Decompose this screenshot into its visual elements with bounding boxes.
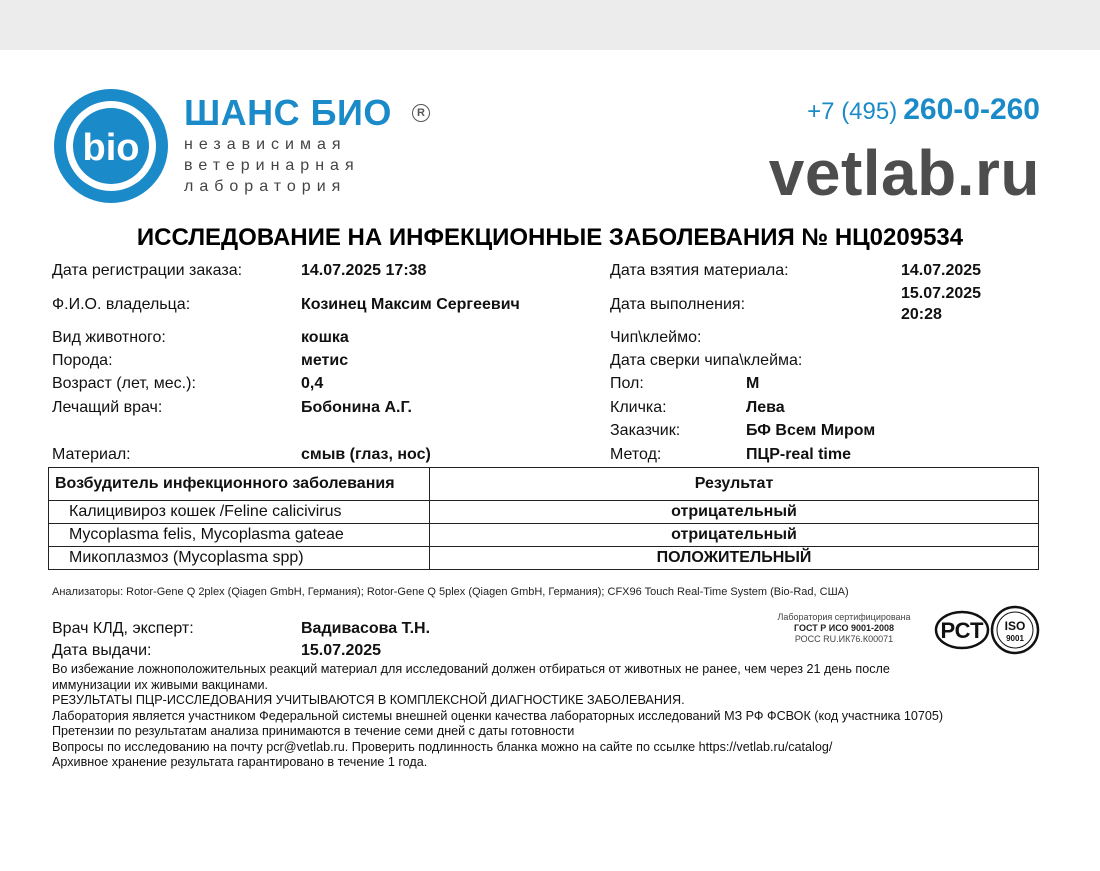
sample-date-label: Дата взятия материала: <box>610 262 789 279</box>
iso-mark-icon <box>990 605 1040 655</box>
table-row <box>49 524 1039 547</box>
method-value: ПЦР-real time <box>746 446 851 463</box>
chip-check-label: Дата сверки чипа\клейма: <box>610 352 803 369</box>
cert-line-3: РОСС RU.ИК76.К00071 <box>794 634 894 644</box>
brand-name: ШАНС БИО <box>184 92 392 133</box>
result-cell: отрицательный <box>430 524 1039 547</box>
note-line: РЕЗУЛЬТАТЫ ПЦР-ИССЛЕДОВАНИЯ УЧИТЫВАЮТСЯ В КОМПЛЕКСНОЙ ДИАГНОСТИКЕ ЗАБОЛЕВАНИЯ. <box>52 693 685 707</box>
table-row <box>49 501 1039 524</box>
issue-date-label: Дата выдачи: <box>52 642 152 659</box>
analyzers-note: Анализаторы: Rotor-Gene Q 2plex (Qiagen GmbH, Германия); Rotor-Gene Q 5plex (Qiagen GmbH, Германия); CFX96 Touch Real-Time System (Bio-Rad, США) <box>52 586 849 598</box>
age-label: Возраст (лет, мес.): <box>52 375 196 392</box>
cert-line-2: ГОСТ Р ИСО 9001-2008 <box>793 623 895 633</box>
doctor-label: Лечащий врач: <box>52 399 163 416</box>
pct-mark-icon <box>934 610 990 650</box>
age-value: 0,4 <box>301 375 324 392</box>
result-column-header: Результат <box>430 468 1039 501</box>
done-date-value: 15.07.2025 <box>901 285 982 302</box>
issue-date-value: 15.07.2025 <box>301 642 382 659</box>
results-table <box>48 467 1039 570</box>
sex-label: Пол: <box>610 375 644 392</box>
notes-block <box>52 662 1052 771</box>
note-line: Архивное хранение результата гарантировано в течение 1 года. <box>52 755 428 769</box>
phone-main: 260-0-260 <box>903 93 1040 126</box>
expert-label: Врач КЛД, эксперт: <box>52 620 194 637</box>
name-label: Кличка: <box>610 399 667 416</box>
sex-value: М <box>746 375 760 392</box>
breed-value: метис <box>301 352 349 369</box>
animal-label: Вид животного: <box>52 329 166 346</box>
sample-date-value: 14.07.2025 <box>901 262 982 279</box>
pathogen-column-header: Возбудитель инфекционного заболевания <box>49 468 430 501</box>
cert-line-1: Лаборатория сертифицирована <box>777 612 911 622</box>
material-value: смыв (глаз, нос) <box>301 446 431 463</box>
table-header-row <box>49 468 1039 501</box>
name-value: Лева <box>746 399 785 416</box>
bio-logo-icon <box>52 87 170 205</box>
pathogen-cell: Калицивироз кошек /Feline calicivirus <box>49 501 430 524</box>
breed-label: Порода: <box>52 352 113 369</box>
chip-label: Чип\клеймо: <box>610 329 702 346</box>
phone-number <box>807 93 1040 127</box>
animal-value: кошка <box>301 329 349 346</box>
brand-tagline-2: ветеринарная <box>184 157 360 174</box>
note-line: иммунизации их живыми вакцинами. <box>52 677 269 692</box>
document-title: ИССЛЕДОВАНИЕ НА ИНФЕКЦИОННЫЕ ЗАБОЛЕВАНИЯ № НЦ0209534 <box>136 224 964 251</box>
note-line: Во избежание ложноположительных реакций материал для исследований должен отбираться от животных не ранее, чем через 21 день после <box>52 662 890 676</box>
owner-label: Ф.И.О. владельца: <box>52 296 191 313</box>
method-label: Метод: <box>610 446 662 463</box>
top-bar <box>0 0 1100 50</box>
logo-text: bio <box>82 127 140 169</box>
material-label: Материал: <box>52 446 131 463</box>
pathogen-cell: Микоплазмоз (Mycoplasma spp) <box>49 547 430 570</box>
brand-tagline-3: лаборатория <box>184 178 347 195</box>
result-cell: ПОЛОЖИТЕЛЬНЫЙ <box>430 547 1039 570</box>
customer-value: БФ Всем Миром <box>746 422 876 439</box>
reg-date-value: 14.07.2025 17:38 <box>301 262 427 279</box>
table-row <box>49 547 1039 570</box>
note-line: Вопросы по исследованию на почту pcr@vetlab.ru. Проверить подлинность бланка можно на сайте по ссылке https://vetlab.ru/catalog/ <box>52 739 833 754</box>
certification-text <box>762 612 926 645</box>
note-line: Претензии по результатам анализа принимаются в течение семи дней с даты готовности <box>52 724 575 738</box>
done-time-value: 20:28 <box>901 306 942 323</box>
phone-prefix: +7 (495) <box>807 98 898 125</box>
expert-value: Вадивасова Т.Н. <box>301 620 431 637</box>
doctor-value: Бобонина А.Г. <box>301 399 412 416</box>
reg-date-label: Дата регистрации заказа: <box>52 262 243 279</box>
pathogen-cell: Mycoplasma felis, Mycoplasma gateae <box>49 524 430 547</box>
note-line: Лаборатория является участником Федеральной системы внешней оценки качества лабораторных исследований МЗ РФ ФСВОК (код участника 10705) <box>52 708 944 723</box>
brand-tagline-1: независимая <box>184 136 347 153</box>
pct-mark-text: РСТ <box>940 618 984 643</box>
owner-value: Козинец Максим Сергеевич <box>301 296 520 313</box>
iso-number: 9001 <box>1006 634 1024 643</box>
website: vetlab.ru <box>768 137 1040 209</box>
registered-mark: R <box>412 104 430 122</box>
iso-mark-text: ISO <box>1004 619 1026 633</box>
result-cell: отрицательный <box>430 501 1039 524</box>
done-date-label: Дата выполнения: <box>610 296 746 313</box>
customer-label: Заказчик: <box>610 422 681 439</box>
